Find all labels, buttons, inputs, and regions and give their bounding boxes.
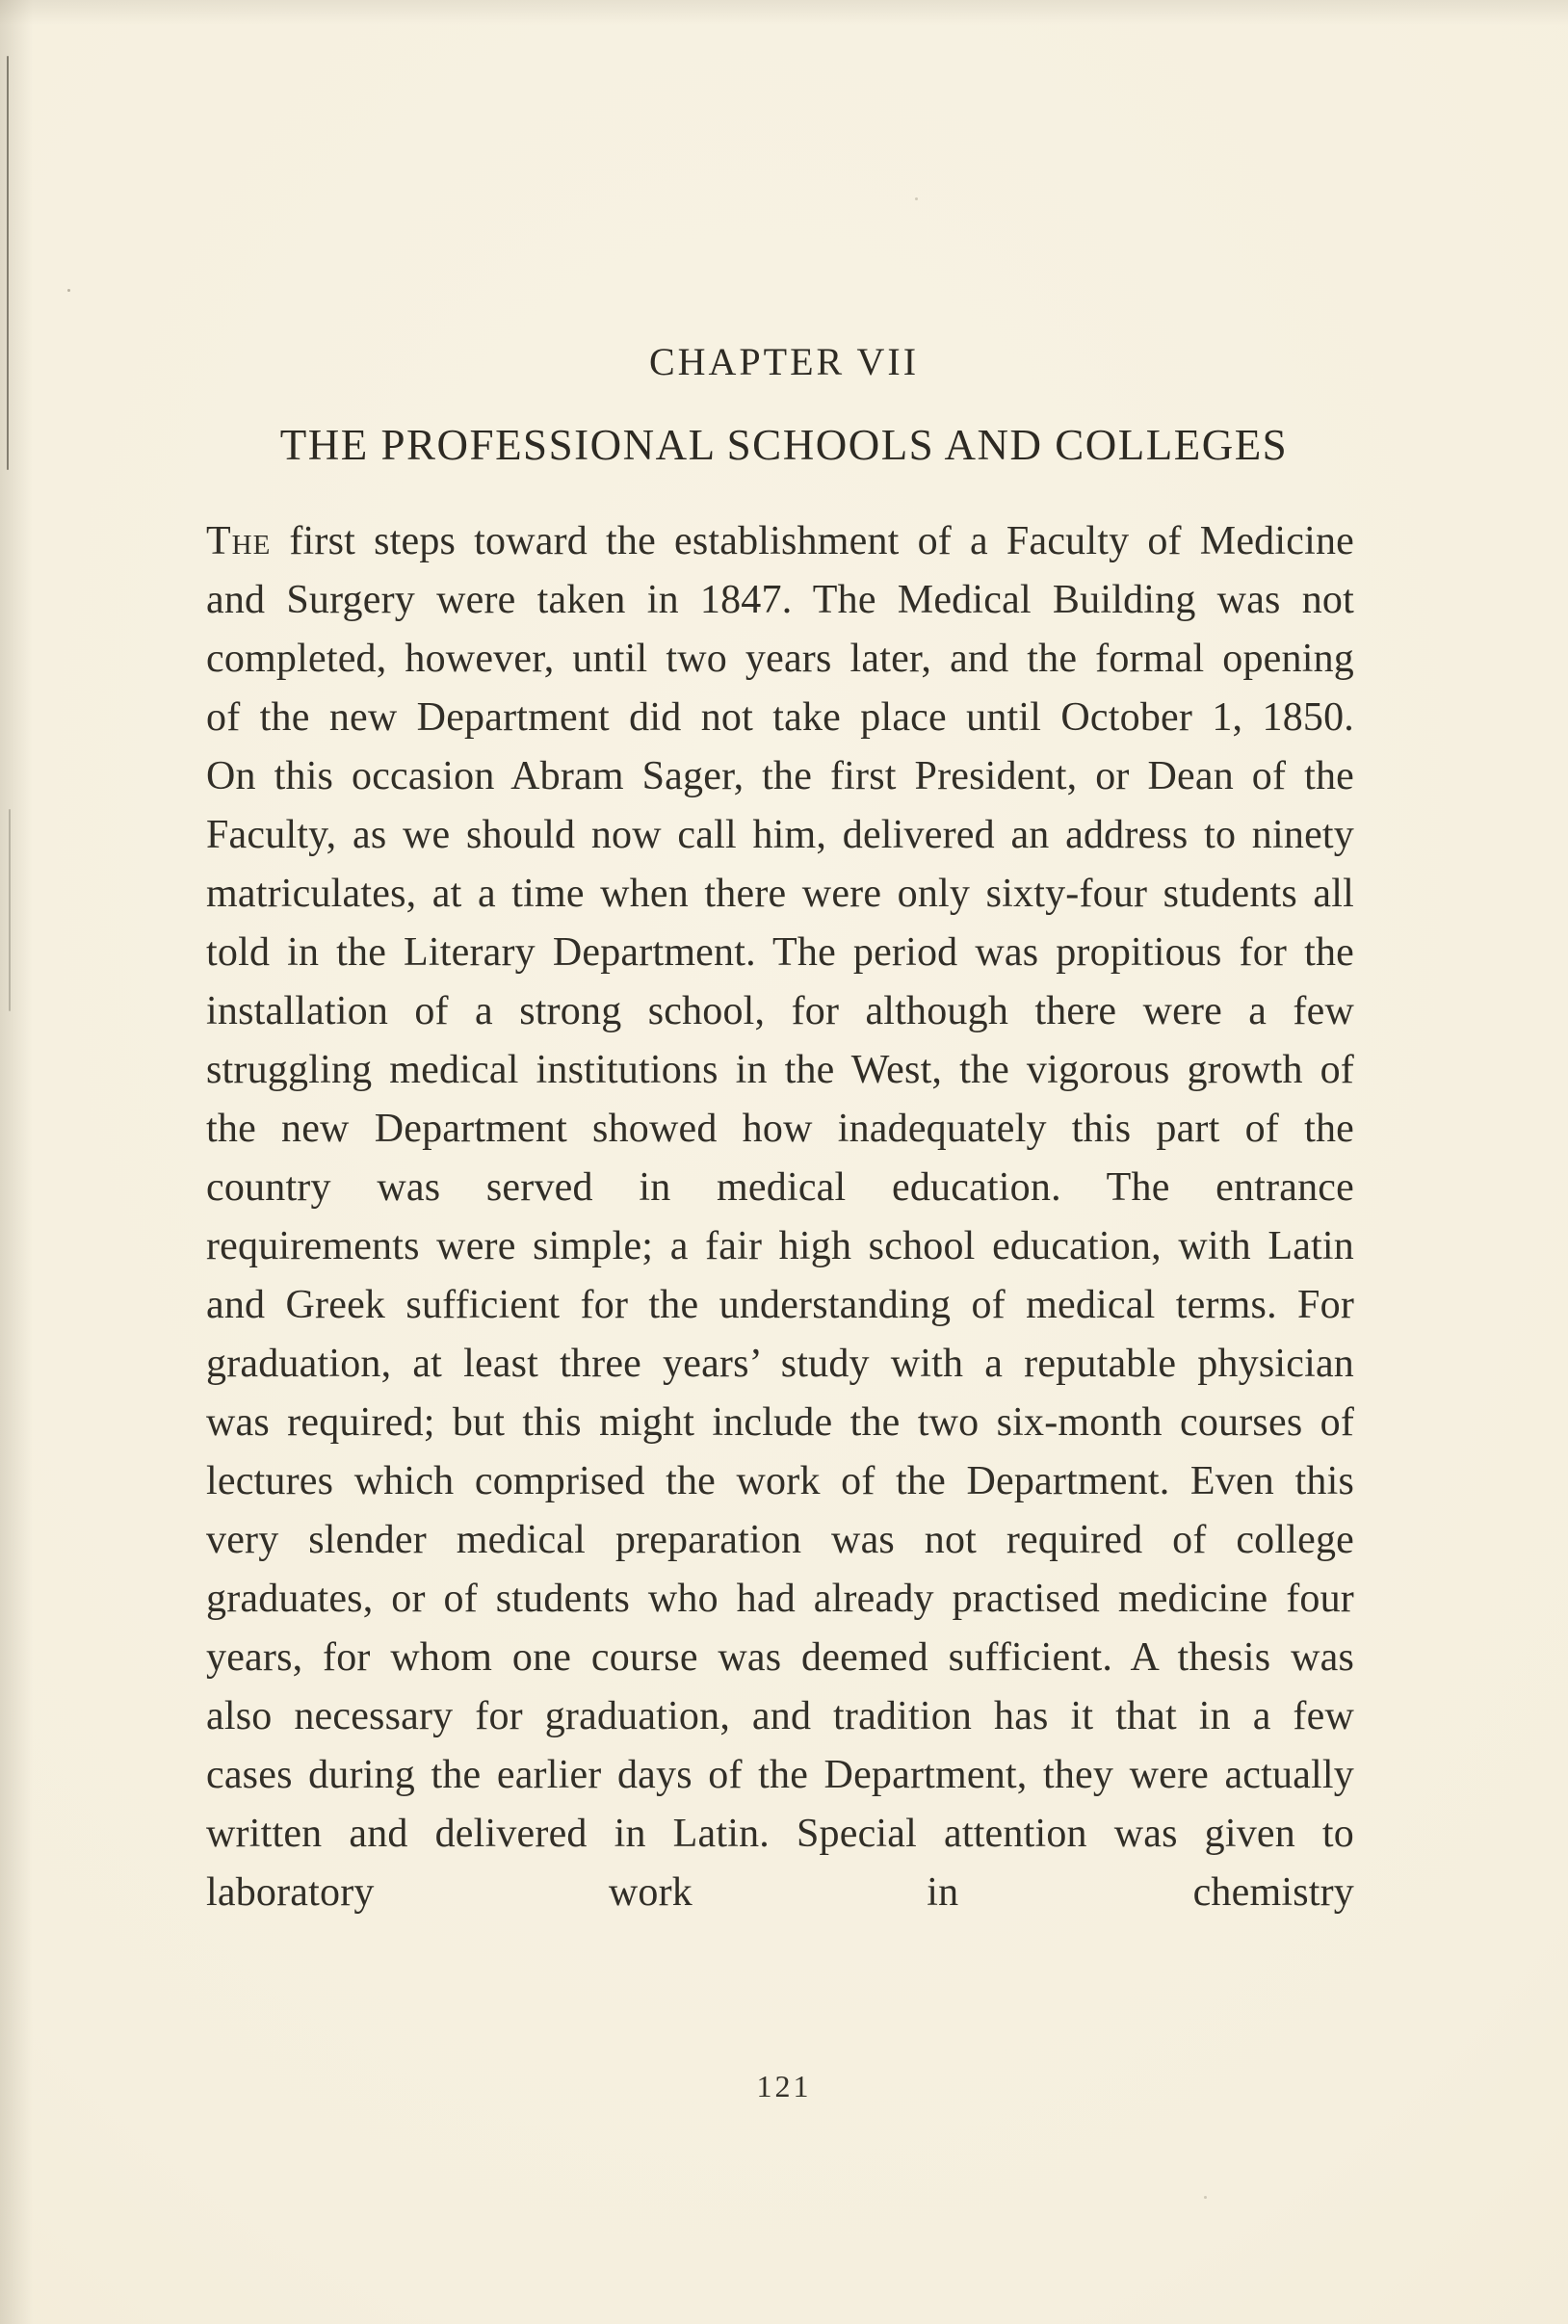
scan-artifact-line: [7, 56, 9, 470]
paragraph-text: first steps toward the establishment of a Faculty of Medicine and Surgery were taken in 1847. The Medical Building was not completed, however, until two years later, and the formal opening of the new Department did not take place until October 1, 1850. On this occasion Abram Sager, the first President, or Dean of the Faculty, as we should now call him, delivered an address to ninety matriculates, at a time when there were only sixty-four students all told in the Literary Department. The period was propitious for the installation of a strong school, for although there were a few struggling medical institutions in the West, the vigorous growth of the new Department showed how inadequately this part of the country was served in medical education. The entrance requirements were simple; a fair high school education, with Latin and Greek sufficient for the understanding of medical terms. For graduation, at least three years’ study with a reputable physician was required; but this might include the two six-month courses of lectures which comprised the work of the Department. Even this very slender medical preparation was not required of college graduates, or of students who had already practised medicine four years, for whom one course was deemed sufficient. A thesis was also necessary for graduation, and tradition has it that in a few cases during the earlier days of the Department, they were actually written and delivered in Latin. Special attention was given to laboratory work in chemistry: [206, 519, 1354, 1915]
paragraph-lead-word: The: [206, 519, 272, 563]
scan-artifact-line: [9, 809, 11, 1011]
chapter-heading: CHAPTER VII: [648, 340, 920, 383]
body-paragraph: [206, 512, 1354, 1922]
page-number: 121: [756, 2069, 812, 2103]
page-title: THE PROFESSIONAL SCHOOLS AND COLLEGES: [279, 421, 1289, 469]
scan-speck: [67, 289, 70, 292]
